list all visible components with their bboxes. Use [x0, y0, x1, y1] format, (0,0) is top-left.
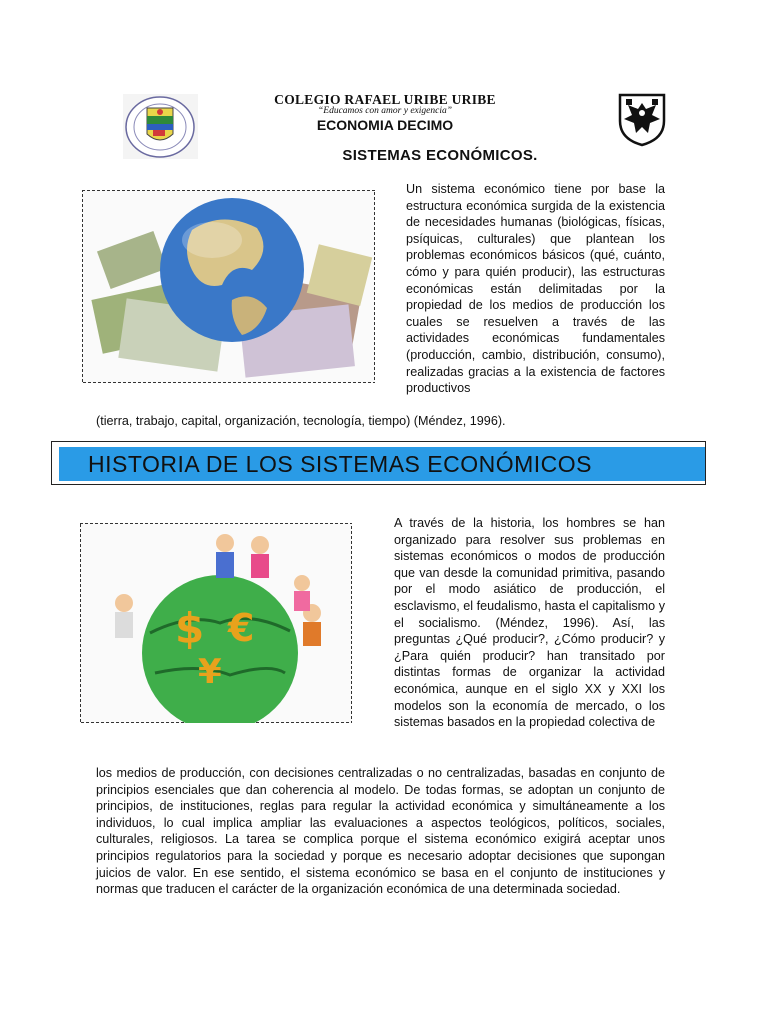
svg-text:€: €: [228, 606, 255, 650]
school-name: COLEGIO RAFAEL URIBE URIBE: [274, 92, 496, 107]
school-crest-icon: [123, 94, 198, 159]
section1-paragraph: Un sistema económico tiene por base la estructura económica surgida de la existencia de necesidades humanas (biológicas, físicas, psíquicas, culturales) que plantean los problemas económicos básicos (qué, cuánto, cómo y para quién producir), las estructuras económicas están delimitadas por la propiedad de los medios de producción los cuales se resuelven a través de las actividades económicas fundamentales (producción, cambio, distribución, consumo), realizadas gracias a la existencia de factores productivos: [406, 182, 665, 396]
globe-with-money-icon: [82, 190, 375, 383]
svg-text:¥: ¥: [198, 652, 222, 692]
section-banner-title: HISTORIA DE LOS SISTEMAS ECONÓMICOS: [88, 450, 593, 477]
section2-paragraph: A través de la historia, los hombres se han organizado para resolver sus problemas en sistemas económicos o modos de producción que van desde la comunidad primitiva, pasando por el modo asiático de producción, el esclavismo, el feudalismo, hasta el capitalismo y el socialismo. (Méndez, 1996). Así, las preguntas ¿Qué producir?, ¿Cómo producir? y ¿Para quién producir? han transitado por distintas formas de organizar la actividad económica, aunque en el siglo XX y XXI los modelos son la economía de mercado, o los sistemas basados en la propiedad colectiva de: [394, 516, 665, 730]
school-motto: “Educamos con amor y exigencia”: [317, 106, 453, 116]
section1-paragraph-tail: (tierra, trabajo, capital, organización, tecnología, tiempo) (Méndez, 1996).: [96, 414, 506, 428]
svg-text:$: $: [175, 604, 205, 653]
section-banner: [59, 447, 705, 481]
eagle-coat-of-arms-icon: [614, 91, 670, 147]
section2-paragraph-tail: los medios de producción, con decisiones centralizadas o no centralizadas, basadas en conjunto de principios esenciales que dan coherencia al modelo. De todas formas, se adoptan un conjunto de principios, de instituciones, reglas para regular la actividad económica y simultáneamente a los individuos, lo cual implica ampliar las evaluaciones a aspectos teológicos, políticos, sociales, culturales, religiosos. La tarea se complica porque el sistema económico exigirá aceptar unos principios regulatorios para la sociedad y porque es necesario adoptar decisiones que supongan juicios de valor. En ese sentido, el sistema económico se basa en el conjunto de instituciones y normas que traducen el carácter de la organización económica de una determinada sociedad.: [96, 766, 665, 897]
page-title: SISTEMAS ECONÓMICOS.: [342, 147, 538, 164]
subject-title: ECONOMIA DECIMO: [316, 117, 454, 133]
people-on-globe-with-currency-icon: [80, 523, 352, 723]
